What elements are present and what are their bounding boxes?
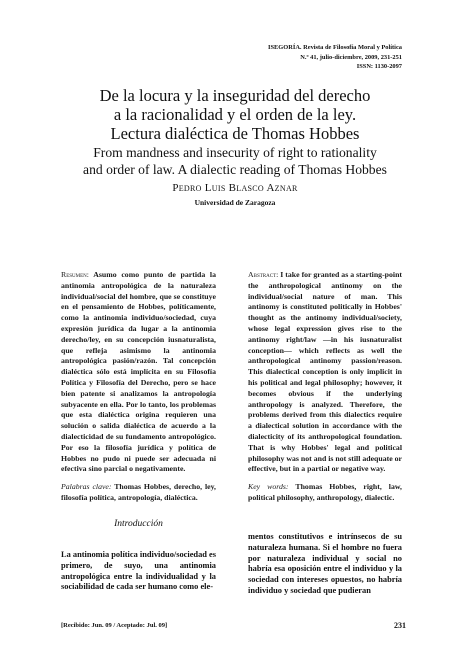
- journal-issn: ISSN: 1130-2097: [356, 63, 402, 70]
- keywords-spanish: [61, 482, 216, 504]
- abstract-en-text: I take for granted as a starting-point the anthropological antinomy on the individual/social nature of man. This antinomy is constituted politically in Hobbes' thought as the antinomy individual/society, whose legal expression gives rise to the antinomy right/law —in his iusnaturalist conception— which reflects as well the anthropological antinomy passion/reason. This dialectical conception is only implicit in his political and legal philosophy; however, it becomes obvious if the underlying anthropology is analyzed. Therefore, the problems derived from this dialectics require a dialectical solution in accordance with the dialecticity of its anthropological foundation. That is why Hobbes' legal and political philosophy was not and is not still adequate or effective, but in a partial or negative way.: [248, 270, 403, 474]
- author-name: Pedro Luis Blasco Aznar: [172, 182, 298, 194]
- keywords-es-label: Palabras clave:: [61, 482, 112, 492]
- title-english: [56, 144, 414, 178]
- title-spanish: [60, 86, 410, 143]
- page-footer: [61, 622, 406, 629]
- journal-issue: N.º 41, julio-diciembre, 2009, 231-251: [300, 53, 402, 61]
- title-es-line: Lectura dialéctica de Thomas Hobbes: [110, 124, 360, 143]
- abstract-en-label: Abstract:: [248, 270, 279, 279]
- journal-name: ISEGORÍA. Revista de Filosofía Moral y Política: [267, 44, 402, 51]
- received-accepted-dates: [Recibido: Jun. 09 / Aceptado: Jul. 09]: [61, 622, 168, 629]
- body-text-right-column: mentos constitutivos e intrínsecos de su naturaleza humana. Si el hombre no fuera por naturaleza individual y social no habría esa oposición entre el individuo y la sociedad con intereses opuestos, no habría individuo y sociedad que pudieran: [248, 532, 402, 595]
- abstract-es-label: Resumen:: [61, 270, 89, 279]
- page-number: 231: [394, 621, 406, 630]
- journal-info: [202, 43, 402, 72]
- title-es-line: a la racionalidad y el orden de la ley.: [113, 105, 357, 124]
- title-en-line: and order of law. A dialectic reading of Thomas Hobbes: [83, 162, 387, 177]
- abstract-spanish: [61, 270, 216, 504]
- keywords-en-label: Key words:: [248, 482, 289, 492]
- section-heading: Introducción: [114, 519, 163, 529]
- title-en-line: From mandness and insecurity of right to rationality: [93, 145, 377, 160]
- body-text-left-column: La antinomia política individuo/sociedad es primero, de suyo, una antinomia antropológica entre la individualidad y la sociabilidad de cada ser humano como ele-: [61, 550, 216, 592]
- abstract-es-text: Asumo como punto de partida la antinomia antropológica de la naturaleza individual/social del hombre, que se constituye en el pensamiento de Hobbes, políticamente, como la antinomia individuo/sociedad, cuya expresión jurídica da lugar a la antinomia derecho/ley, en su concepción iusnaturalista, que refleja asimismo la antinomia antropológica pasión/razón. Tal concepción dialéctica sólo está implícita en su Filosofía Política y Filosofía del Derecho, pero se hace bien patente si analizamos la antropología subyacente en ella. Por lo tanto, los problemas que esta dialéctica origina requieren una solución o salida dialéctica de acuerdo a la dialecticidad de su fundamento antropológico. Por eso la filosofía jurídica y política de Hobbes no pudo ni puede ser adecuada ni efectiva sino parcial o negativamente.: [61, 270, 217, 474]
- author-affiliation: Universidad de Zaragoza: [194, 198, 276, 207]
- title-es-line: De la locura y la inseguridad del derecho: [99, 86, 371, 105]
- keywords-en-text: Thomas Hobbes, right, law, political philosophy, anthropology, dialectic.: [248, 482, 402, 502]
- keywords-english: [248, 482, 402, 504]
- abstract-english: [248, 270, 402, 504]
- keywords-es-text: Thomas Hobbes, derecho, ley, filosofía política, antropología, dialéctica.: [61, 482, 216, 502]
